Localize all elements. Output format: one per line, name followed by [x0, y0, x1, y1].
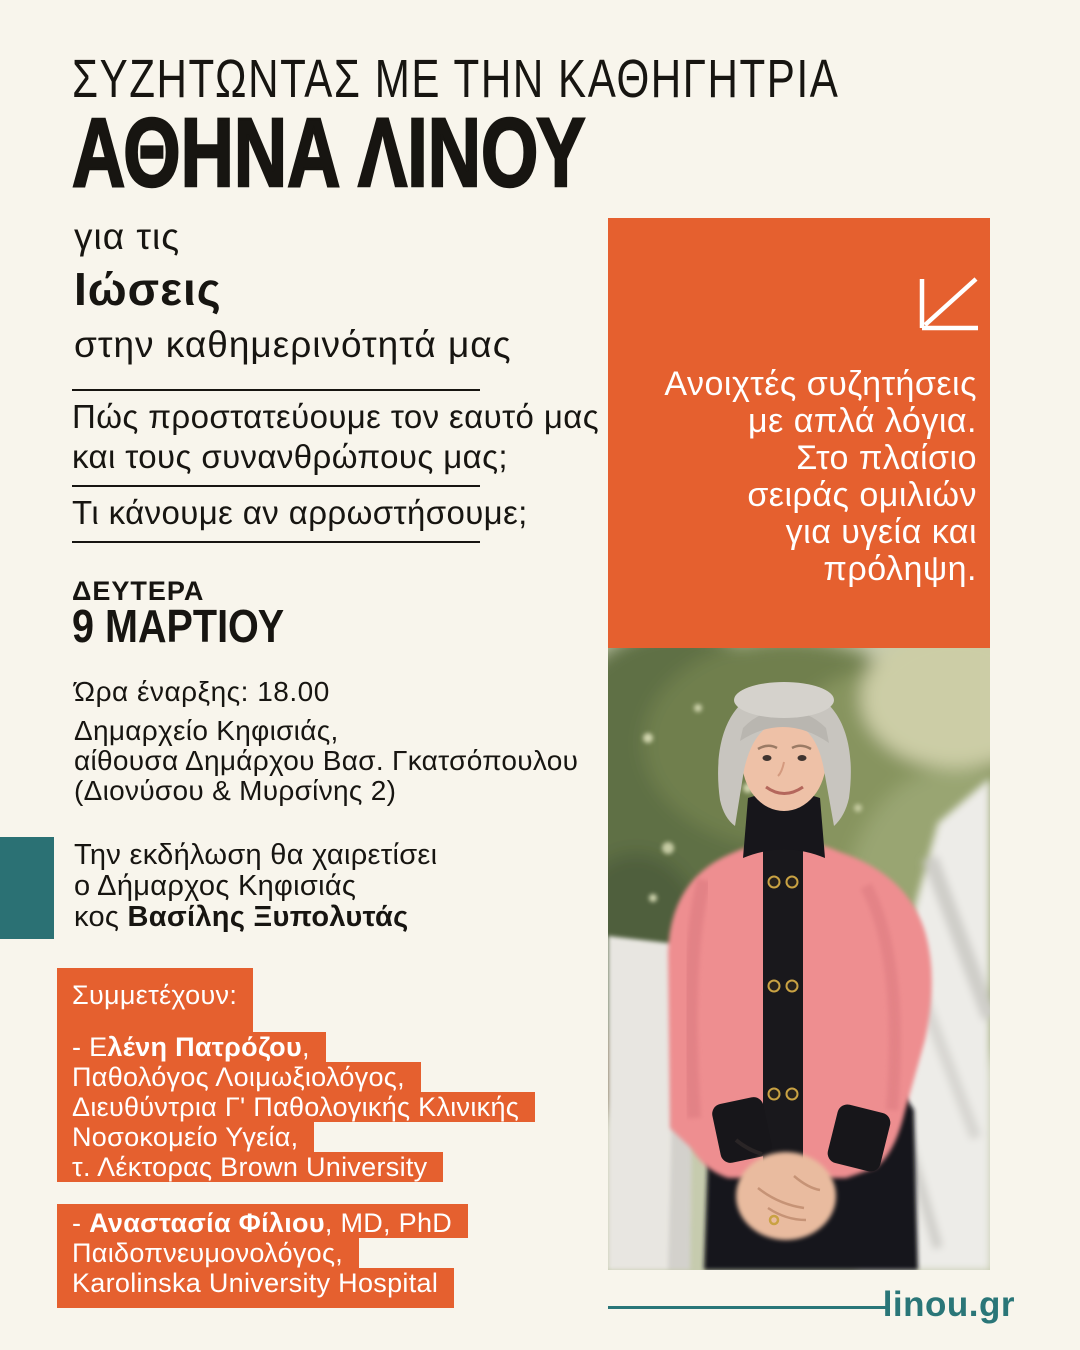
participant-2-suffix: , MD, PhD — [324, 1208, 453, 1238]
participant-1-title-line: Διευθύντρια Γ' Παθολογικής Κλινικής — [57, 1092, 535, 1122]
mayor-name: Βασίλης Ξυπολυτάς — [127, 901, 409, 933]
promo-line: με απλά λόγια. — [748, 402, 977, 440]
promo-line: Ανοιχτές συζητήσεις — [664, 365, 977, 403]
participants-block — [57, 968, 535, 1308]
mayor-greeting — [74, 840, 437, 933]
participant-1-name: λένη Πατρόζου — [107, 1032, 302, 1062]
speaker-photo — [608, 648, 990, 1270]
venue-line-2: αίθουσα Δημάρχου Βασ. Γκατσόπουλου — [74, 745, 579, 776]
divider-line — [72, 541, 480, 543]
venue-line-1: Δημαρχείο Κηφισιάς, — [74, 715, 339, 746]
participant-1-title-line: τ. Λέκτορας Brown University — [57, 1152, 443, 1182]
greeting-line-1: Την εκδήλωση θα χαιρετίσει — [74, 839, 438, 871]
topic-subject: Ιώσεις — [74, 263, 222, 315]
question-2: Τι κάνουμε αν αρρωστήσουμε; — [72, 494, 528, 531]
promo-line: σειράς ομιλιών — [747, 476, 977, 514]
event-venue — [74, 716, 578, 806]
greeting-line-2: ο Δήμαρχος Κηφισιάς — [74, 870, 357, 902]
event-day: ΔΕΥΤΕΡΑ — [72, 576, 205, 606]
participant-2-title-line: Karolinska University Hospital — [57, 1268, 454, 1308]
participant-1-name-line — [57, 1032, 326, 1062]
promo-line: Στο πλαίσιο — [796, 439, 977, 477]
promo-text — [664, 366, 977, 588]
participant-1-suffix: , — [301, 1032, 310, 1062]
speaker-name-title — [72, 98, 748, 207]
participants-heading: Συμμετέχουν: — [57, 968, 253, 1032]
kicker-text: ΣΥΖΗΤΩΝΤΑΣ ΜΕ ΤΗΝ ΚΑΘΗΓΗΤΡΙΑ — [72, 49, 840, 109]
teal-accent-block — [0, 837, 54, 939]
questions-block — [72, 389, 600, 543]
event-date-text: 9 ΜΑΡΤΙΟΥ — [72, 600, 285, 652]
greeting-line-3 — [74, 902, 437, 933]
participant-2-title-line: Παιδοπνευμονολόγος, — [57, 1238, 359, 1268]
promo-box — [608, 218, 990, 648]
topic-block — [74, 214, 512, 372]
question-1-line-2: και τους συνανθρώπους μας; — [72, 438, 508, 475]
venue-line-3: (Διονύσου & Μυρσίνης 2) — [74, 775, 397, 806]
promo-line: πρόληψη. — [823, 550, 977, 588]
participant-2-name-line — [57, 1204, 468, 1238]
topic-tail: στην καθημερινότητά μας — [74, 324, 512, 365]
footer-divider-line — [608, 1306, 888, 1309]
speaker-name-text: ΑΘΗΝΑ ΛΙΝΟΥ — [72, 98, 586, 207]
event-date — [72, 600, 319, 652]
participant-2-prefix: - — [72, 1208, 90, 1238]
participant-1-title-line: Νοσοκομείο Υγεία, — [57, 1122, 314, 1152]
participant-1-title-line: Παθολόγος Λοιμωξιολόγος, — [57, 1062, 421, 1092]
question-1-line-1: Πώς προστατεύουμε τον εαυτό μας — [72, 398, 600, 435]
promo-line: για υγεία και — [785, 513, 977, 551]
participant-2-name: Αναστασία Φίλιου — [89, 1208, 325, 1238]
event-time: Ώρα έναρξης: 18.00 — [74, 676, 330, 707]
topic-lead-in: για τις — [74, 216, 181, 257]
greeting-prefix: κος — [74, 901, 128, 933]
participant-1-prefix: - Ε — [72, 1032, 108, 1062]
question-1 — [72, 391, 600, 485]
arrow-down-left-icon — [918, 274, 980, 334]
website-link[interactable]: linou.gr — [882, 1285, 1015, 1324]
